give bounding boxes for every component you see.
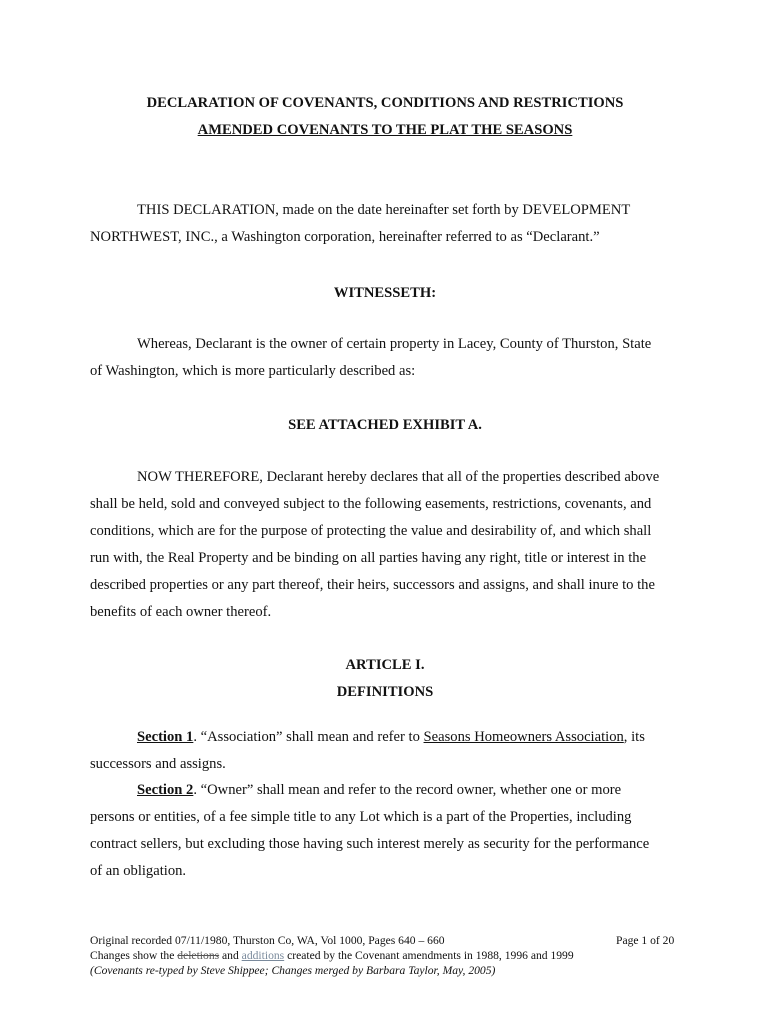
now-therefore-line-1: NOW THEREFORE, Declarant hereby declares that all of the properties described above (137, 469, 660, 485)
footer-changes-b: and (219, 949, 242, 962)
section-2-line-1 (137, 781, 621, 799)
footer-changes (90, 948, 574, 963)
section-1-text-a: . “Association” shall mean and refer to (193, 729, 424, 745)
association-name: Seasons Homeowners Association (423, 729, 624, 745)
section-2-label: Section 2 (137, 782, 194, 798)
now-therefore-line-6: benefits of each owner thereof. (90, 604, 272, 620)
whereas-line-2: of Washington, which is more particularly described as: (90, 363, 416, 379)
footer-additions: additions (241, 949, 285, 962)
section-1-label: Section 1 (137, 729, 194, 745)
footer-page-number: Page 1 of 20 (616, 934, 675, 947)
section-2-line-4: of an obligation. (90, 863, 187, 879)
now-therefore-line-2: shall be held, sold and conveyed subject to the following easements, restrictions, covenants, and (90, 496, 652, 512)
section-1-text-b: , its (623, 729, 645, 745)
section-1-line-2: successors and assigns. (90, 756, 226, 772)
section-2-text-a: . “Owner” shall mean and refer to the record owner, whether one or more (193, 782, 622, 798)
document-subtitle: AMENDED COVENANTS TO THE PLAT THE SEASONS (197, 122, 573, 138)
now-therefore-line-3: conditions, which are for the purpose of protecting the value and desirability of, and which shall (90, 523, 652, 539)
footer-deletions: deletions (177, 949, 220, 962)
now-therefore-line-5: described properties or any part thereof, their heirs, successors and assigns, and shall inure to the (90, 577, 655, 593)
section-1-line-1 (137, 728, 645, 746)
footer-changes-a: Changes show the (90, 949, 178, 962)
footer-changes-c: created by the Covenant amendments in 1988, 1996 and 1999 (284, 949, 574, 962)
section-2-line-2: persons or entities, of a fee simple title to any Lot which is a part of the Properties, including (90, 809, 632, 825)
now-therefore-line-4: run with, the Real Property and be binding on all parties having any right, title or interest in the (90, 550, 647, 566)
exhibit-heading: SEE ATTACHED EXHIBIT A. (288, 417, 482, 433)
intro-line-2: NORTHWEST, INC., a Washington corporation, hereinafter referred to as “Declarant.” (90, 229, 600, 245)
article-number: ARTICLE I. (345, 657, 425, 673)
document-title: DECLARATION OF COVENANTS, CONDITIONS AND RESTRICTIONS (146, 95, 624, 111)
witnesseth-heading: WITNESSETH: (333, 285, 437, 301)
whereas-line-1: Whereas, Declarant is the owner of certain property in Lacey, County of Thurston, State (137, 336, 652, 352)
footer-credits: (Covenants re-typed by Steve Shippee; Changes merged by Barbara Taylor, May, 2005) (90, 964, 496, 977)
article-title: DEFINITIONS (336, 684, 434, 700)
footer-recorded: Original recorded 07/11/1980, Thurston Co, WA, Vol 1000, Pages 640 – 660 (90, 934, 445, 947)
intro-line-1: THIS DECLARATION, made on the date hereinafter set forth by DEVELOPMENT (137, 202, 631, 218)
section-2-line-3: contract sellers, but excluding those having such interest merely as security for the performance (90, 836, 650, 852)
